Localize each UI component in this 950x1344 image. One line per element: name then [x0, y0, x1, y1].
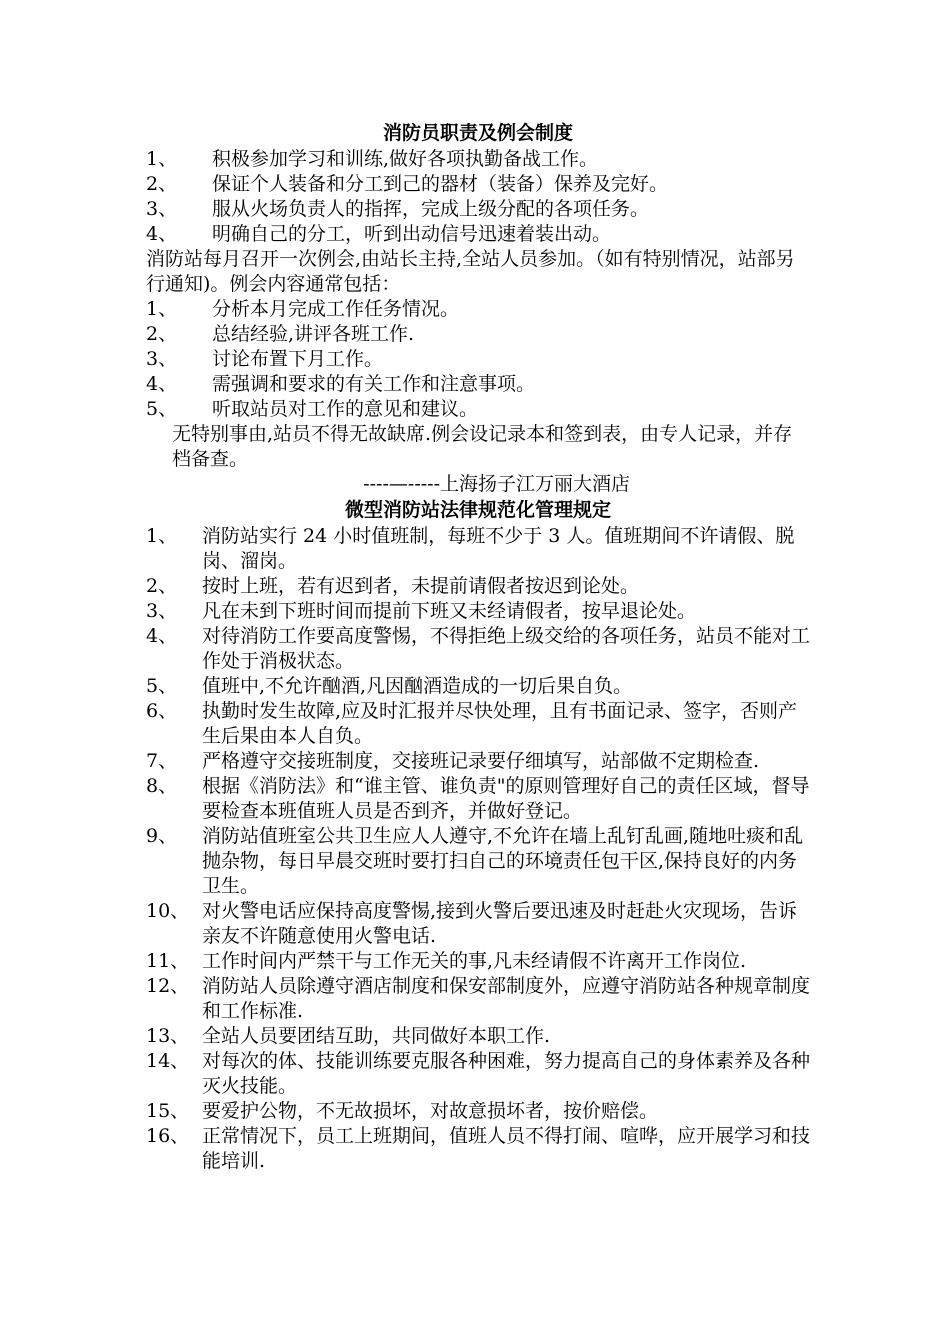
list-item [146, 574, 810, 599]
item-text: 听取站员对工作的意见和建议。 [212, 398, 479, 420]
item-number: 10、 [146, 900, 190, 922]
list-item [146, 197, 810, 222]
list-item [146, 1049, 810, 1099]
attendance-note: 无特别事由,站员不得无故缺席.例会设记录本和签到表，由专人记录，并存档备查。 [172, 423, 793, 470]
list-item [146, 397, 810, 422]
list-item [146, 699, 810, 749]
signature-line: ----—-----上海扬子江万丽大酒店 [363, 473, 630, 495]
item-number: 6、 [146, 700, 178, 722]
item-text: 工作时间内严禁干与工作无关的事,凡未经请假不许离开工作岗位. [202, 950, 747, 972]
item-number: 8、 [146, 775, 178, 797]
document-body [146, 120, 810, 1174]
item-text: 值班中,不允许酗酒,凡因酗酒造成的一切后果自负。 [202, 675, 633, 697]
item-number: 15、 [146, 1100, 190, 1122]
item-text: 对待消防工作要高度警惕，不得拒绝上级交给的各项任务，站员不能对工作处于消极状态。 [202, 625, 811, 672]
list-item [146, 297, 810, 322]
list-item [146, 1099, 810, 1124]
item-number: 5、 [146, 398, 178, 420]
item-text: 消防站值班室公共卫生应人人遵守,不允许在墙上乱钉乱画,随地吐痰和乱抛杂物，每日早晨交班时要打扫自己的环境责任包干区,保持良好的内务卫生。 [202, 825, 804, 897]
list-item [146, 624, 810, 674]
item-number: 2、 [146, 575, 178, 597]
item-text: 消防站人员除遵守酒店制度和保安部制度外，应遵守消防站各种规章制度和工作标准. [202, 975, 811, 1022]
item-number: 1、 [146, 298, 178, 320]
item-number: 13、 [146, 1025, 190, 1047]
item-text: 根据《消防法》和“谁主管、谁负责"的原则管理好自己的责任区域，督导要检查本班值班人员是否到齐，并做好登记。 [202, 775, 810, 822]
item-number: 9、 [146, 825, 178, 847]
item-number: 4、 [146, 625, 178, 647]
list-item [146, 1124, 810, 1174]
item-number: 2、 [146, 173, 178, 195]
list-item [146, 674, 810, 699]
item-text: 讨论布置下月工作。 [212, 348, 384, 370]
item-text: 总结经验,讲评各班工作. [212, 323, 415, 345]
item-text: 凡在未到下班时间而提前下班又未经请假者，按早退论处。 [202, 600, 697, 622]
item-text: 执勤时发生故障,应及时汇报并尽快处理，且有书面记录、签字，否则产生后果由本人自负。 [202, 700, 798, 747]
item-number: 3、 [146, 348, 178, 370]
item-text: 明确自己的分工，听到出动信号迅速着装出动。 [212, 223, 612, 245]
list-item [146, 899, 810, 949]
section2-title: 微型消防站法律规范化管理规定 [344, 499, 611, 521]
list-item [146, 524, 810, 574]
list-item [146, 172, 810, 197]
list-item [146, 774, 810, 824]
meeting-intro: 消防站每月召开一次例会,由站长主持,全站人员参加。（如有特别情况，站部另行通知)。例会内容通常包括： [146, 248, 795, 295]
item-text: 分析本月完成工作任务情况。 [212, 298, 460, 320]
item-number: 12、 [146, 975, 190, 997]
item-number: 1、 [146, 148, 178, 170]
list-item [146, 599, 810, 624]
item-number: 7、 [146, 750, 178, 772]
list-item [146, 974, 810, 1024]
list-item [146, 824, 810, 899]
item-text: 积极参加学习和训练,做好各项执勤备战工作。 [212, 148, 599, 170]
item-text: 按时上班，若有迟到者，未提前请假者按迟到论处。 [202, 575, 640, 597]
item-text: 保证个人装备和分工到己的器材（装备）保养及完好。 [212, 173, 669, 195]
item-number: 3、 [146, 600, 178, 622]
item-text: 消防站实行 24 小时值班制，每班不少于 3 人。值班期间不许请假、脱岗、溜岗。 [202, 525, 795, 572]
rules-list [146, 524, 810, 1174]
section1-title: 消防员职责及例会制度 [382, 122, 573, 144]
item-number: 11、 [146, 950, 190, 972]
item-text: 需强调和要求的有关工作和注意事项。 [212, 373, 536, 395]
item-text: 严格遵守交接班制度，交接班记录要仔细填写，站部做不定期检查. [202, 750, 760, 772]
list-item [146, 749, 810, 774]
item-number: 3、 [146, 198, 178, 220]
item-text: 对每次的体、技能训练要克服各种困难，努力提高自己的身体素养及各种灭火技能。 [202, 1050, 811, 1097]
item-text: 服从火场负责人的指挥，完成上级分配的各项任务。 [212, 198, 650, 220]
item-number: 2、 [146, 323, 178, 345]
item-number: 5、 [146, 675, 178, 697]
item-number: 1、 [146, 525, 178, 547]
list-item [146, 372, 810, 397]
item-text: 正常情况下，员工上班期间，值班人员不得打闹、喧哗，应开展学习和技能培训. [202, 1125, 811, 1172]
list-item [146, 949, 810, 974]
list-item [146, 347, 810, 372]
meeting-items-list [146, 297, 810, 422]
item-number: 4、 [146, 223, 178, 245]
list-item [146, 1024, 810, 1049]
item-number: 14、 [146, 1050, 190, 1072]
list-item [146, 322, 810, 347]
item-text: 全站人员要团结互助，共同做好本职工作. [202, 1025, 551, 1047]
item-number: 16、 [146, 1125, 190, 1147]
list-item [146, 222, 810, 247]
duties-list [146, 147, 810, 247]
item-text: 对火警电话应保持高度警惕,接到火警后要迅速及时赶赴火灾现场，告诉亲友不许随意使用火警电话. [202, 900, 798, 947]
list-item [146, 147, 810, 172]
item-text: 要爱护公物，不无故损坏，对故意损坏者，按价赔偿。 [202, 1100, 659, 1122]
item-number: 4、 [146, 373, 178, 395]
